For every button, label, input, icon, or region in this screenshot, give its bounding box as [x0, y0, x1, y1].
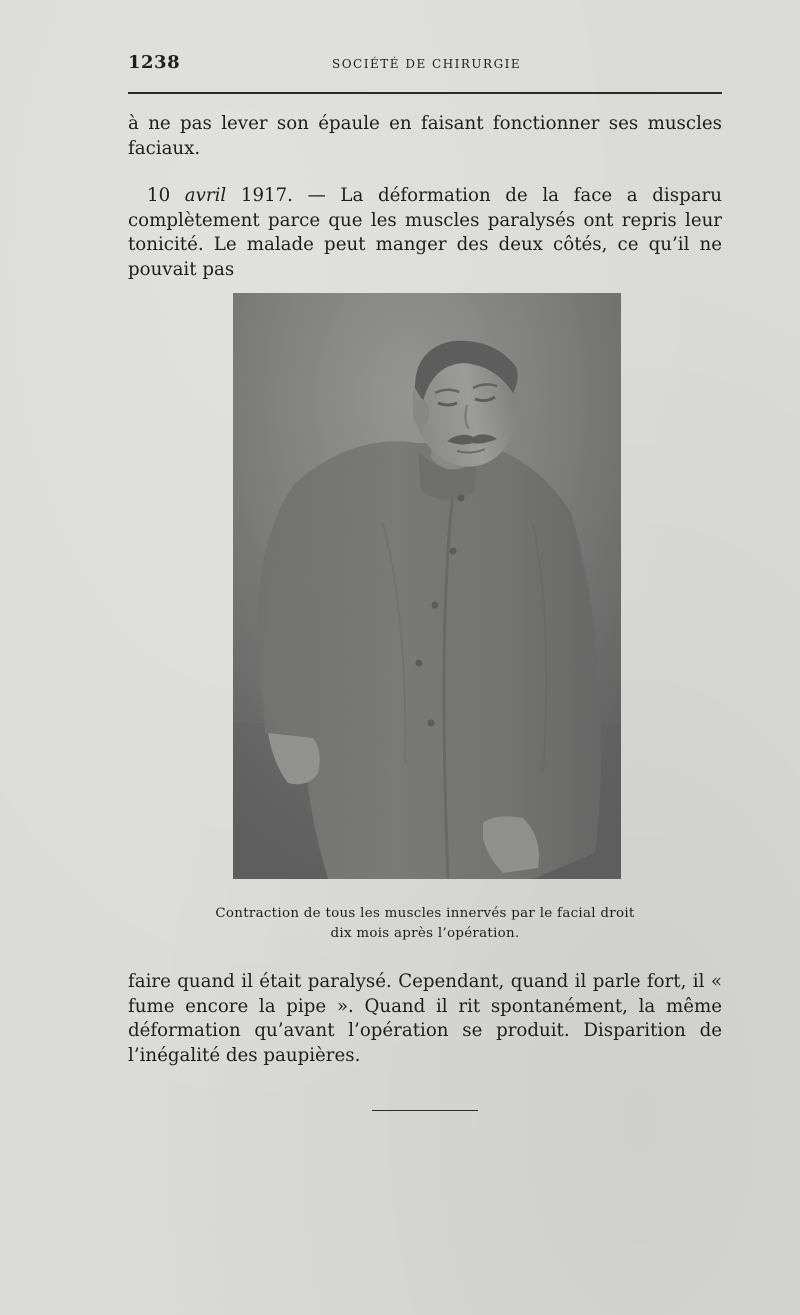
- page-number: 1238: [128, 52, 181, 73]
- patient-photograph: [233, 293, 621, 879]
- date-day: 10: [147, 185, 171, 206]
- paragraph-dated-entry: [128, 184, 722, 282]
- paragraph-continuation: à ne pas lever son épaule en faisant fonctionner ses muscles faciaux.: [128, 113, 722, 159]
- dated-entry-text: — La déformation de la face a disparu complètement parce que les muscles paralysés ont repris leur tonicité. Le malade peut manger des deux côtés, ce qu’il ne pouvait pas: [128, 185, 722, 280]
- caption-line-1: Contraction de tous les muscles innervés par le facial droit: [215, 906, 635, 921]
- date-year: 1917.: [240, 185, 293, 206]
- photograph-illustration: [233, 293, 621, 879]
- header-rule: [128, 92, 722, 94]
- paragraph-continued: faire quand il était paralysé. Cependant, quand il parle fort, il « fume encore la pipe ». Quand il rit spontanément, la même déformation qu’avant l’opération se produit. Disparition de l’inégalité des paupières.: [128, 971, 722, 1066]
- section-end-rule: [372, 1110, 478, 1111]
- caption-line-2: dix mois après l’opération.: [330, 926, 520, 941]
- running-head: [128, 52, 722, 78]
- figure-caption: [150, 904, 700, 944]
- date-month: avril: [184, 185, 227, 206]
- running-title: SOCIÉTÉ DE CHIRURGIE: [332, 57, 522, 71]
